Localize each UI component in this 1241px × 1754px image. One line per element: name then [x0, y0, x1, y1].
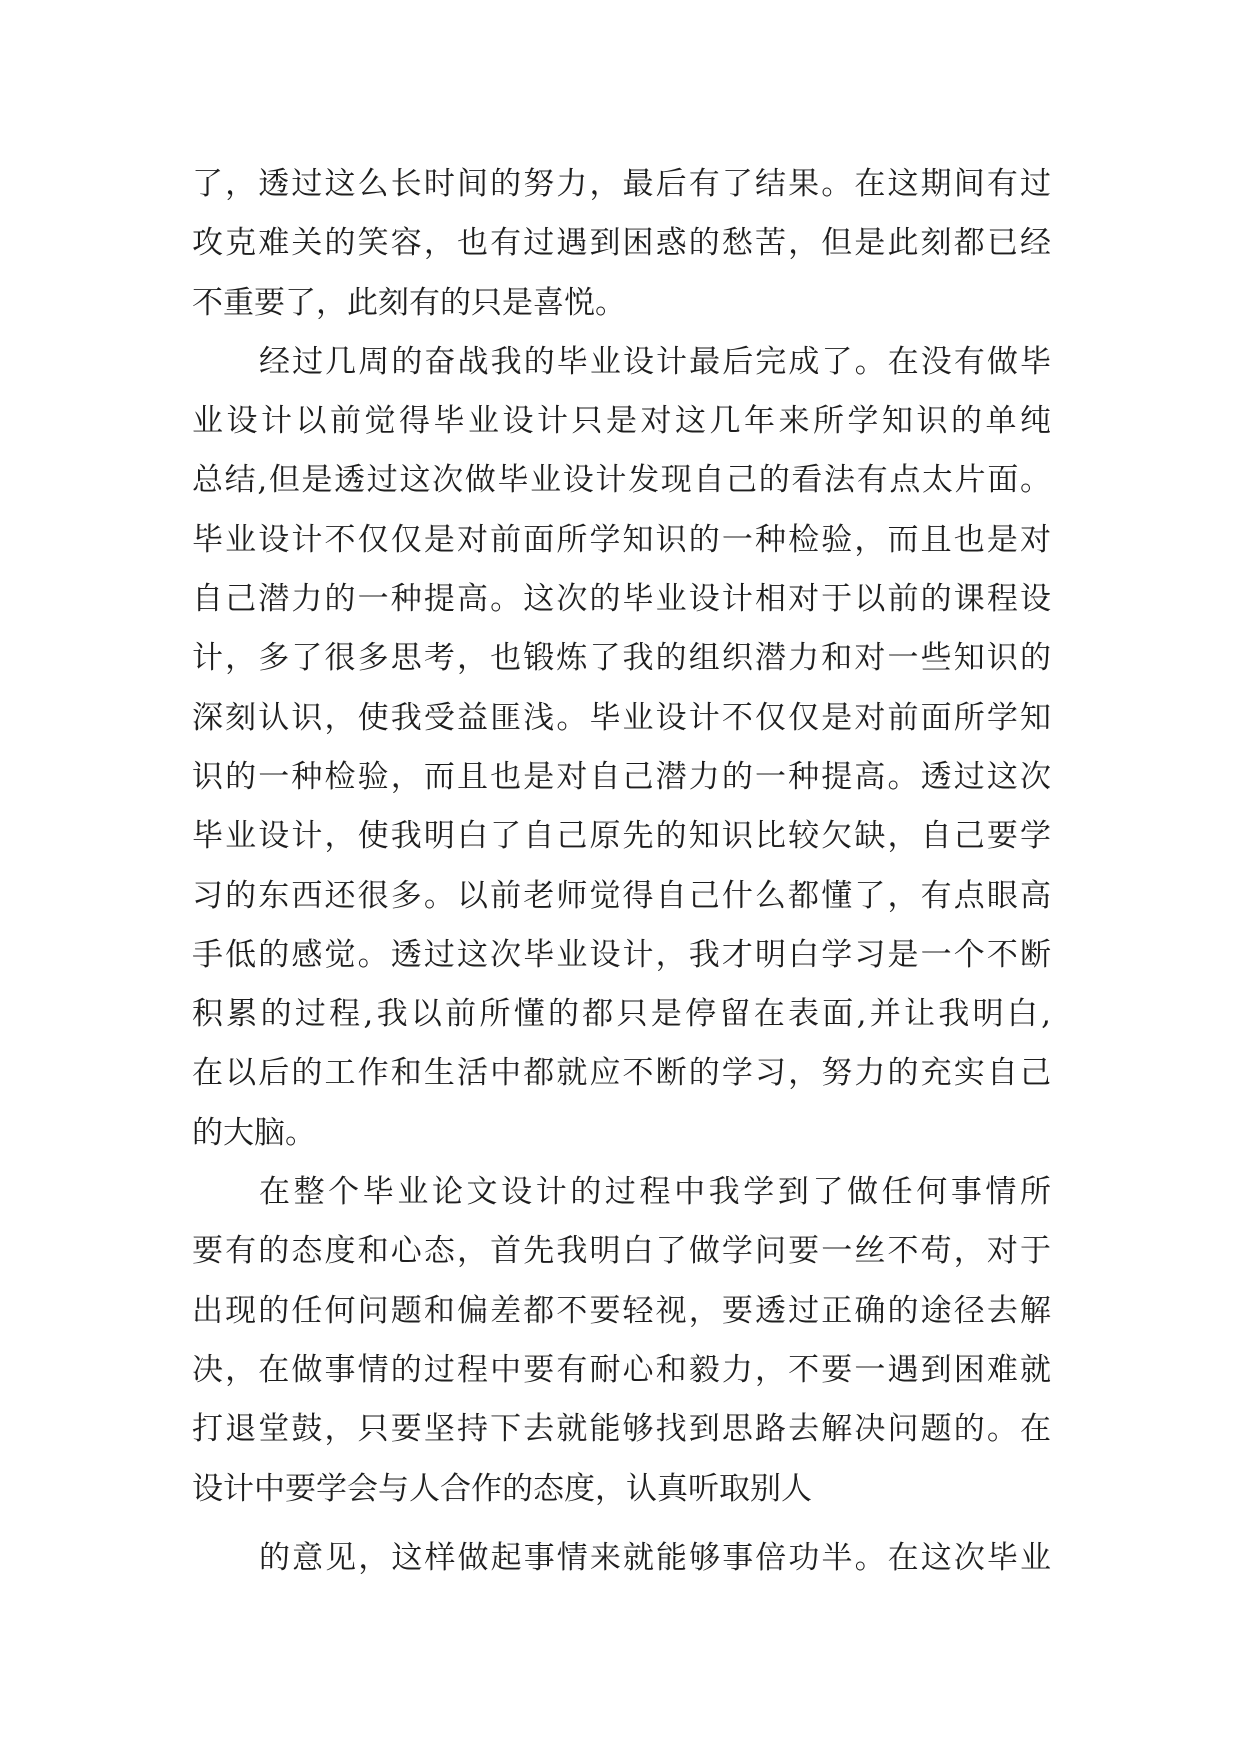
text-line: 自己潜力的一种提高。这次的毕业设计相对于以前的课程设: [192, 581, 1051, 618]
paragraph: [192, 1163, 1051, 1519]
text-line: 的大脑。: [192, 1114, 316, 1151]
text-line: 设计中要学会与人合作的态度，认真听取别人: [192, 1470, 812, 1507]
paragraph: [192, 333, 1051, 1163]
text-line: 了，透过这么长时间的努力，最后有了结果。在这期间有过: [192, 166, 1051, 202]
text-line: 毕业设计不仅仅是对前面所学知识的一种检验，而且也是对: [192, 521, 1051, 558]
text-line: 毕业设计，使我明白了自己原先的知识比较欠缺，自己要学: [192, 818, 1051, 855]
text-line: 手低的感觉。透过这次毕业设计，我才明白学习是一个不断: [192, 936, 1051, 973]
text-line: 在以后的工作和生活中都就应不断的学习，努力的充实自己: [192, 1055, 1051, 1092]
text-line: 要有的态度和心态，首先我明白了做学问要一丝不苟，对于: [192, 1233, 1051, 1270]
text-line: 决，在做事情的过程中要有耐心和毅力，不要一遇到困难就: [192, 1351, 1051, 1388]
text-line: 打退堂鼓，只要坚持下去就能够找到思路去解决问题的。在: [192, 1411, 1051, 1448]
text-line: 在整个毕业论文设计的过程中我学到了做任何事情所: [259, 1174, 1051, 1211]
text-line: 业设计以前觉得毕业设计只是对这几年来所学知识的单纯: [192, 403, 1051, 440]
text-line: 深刻认识，使我受益匪浅。毕业设计不仅仅是对前面所学知: [192, 699, 1051, 736]
text-line: 积累的过程,我以前所懂的都只是停留在表面,并让我明白,: [192, 996, 1051, 1033]
text-line: 习的东西还很多。以前老师觉得自己什么都懂了，有点眼高: [192, 877, 1051, 914]
text-line: 计，多了很多思考，也锻炼了我的组织潜力和对一些知识的: [192, 640, 1051, 677]
text-line: 攻克难关的笑容，也有过遇到困惑的愁苦，但是此刻都已经: [192, 225, 1051, 262]
text-line: 出现的任何问题和偏差都不要轻视，要透过正确的途径去解: [192, 1292, 1051, 1329]
text-line: 总结,但是透过这次做毕业设计发现自己的看法有点太片面。: [192, 462, 1051, 499]
text-line: 识的一种检验，而且也是对自己潜力的一种提高。透过这次: [192, 758, 1051, 795]
paragraph: [192, 155, 1051, 333]
text-line: 的意见，这样做起事情来就能够事倍功半。在这次毕业: [259, 1539, 1051, 1576]
paragraph: [192, 1529, 1051, 1588]
body-text: [192, 155, 1051, 1588]
text-line: 经过几周的奋战我的毕业设计最后完成了。在没有做毕: [259, 343, 1051, 380]
text-line: 不重要了，此刻有的只是喜悦。: [192, 284, 626, 321]
